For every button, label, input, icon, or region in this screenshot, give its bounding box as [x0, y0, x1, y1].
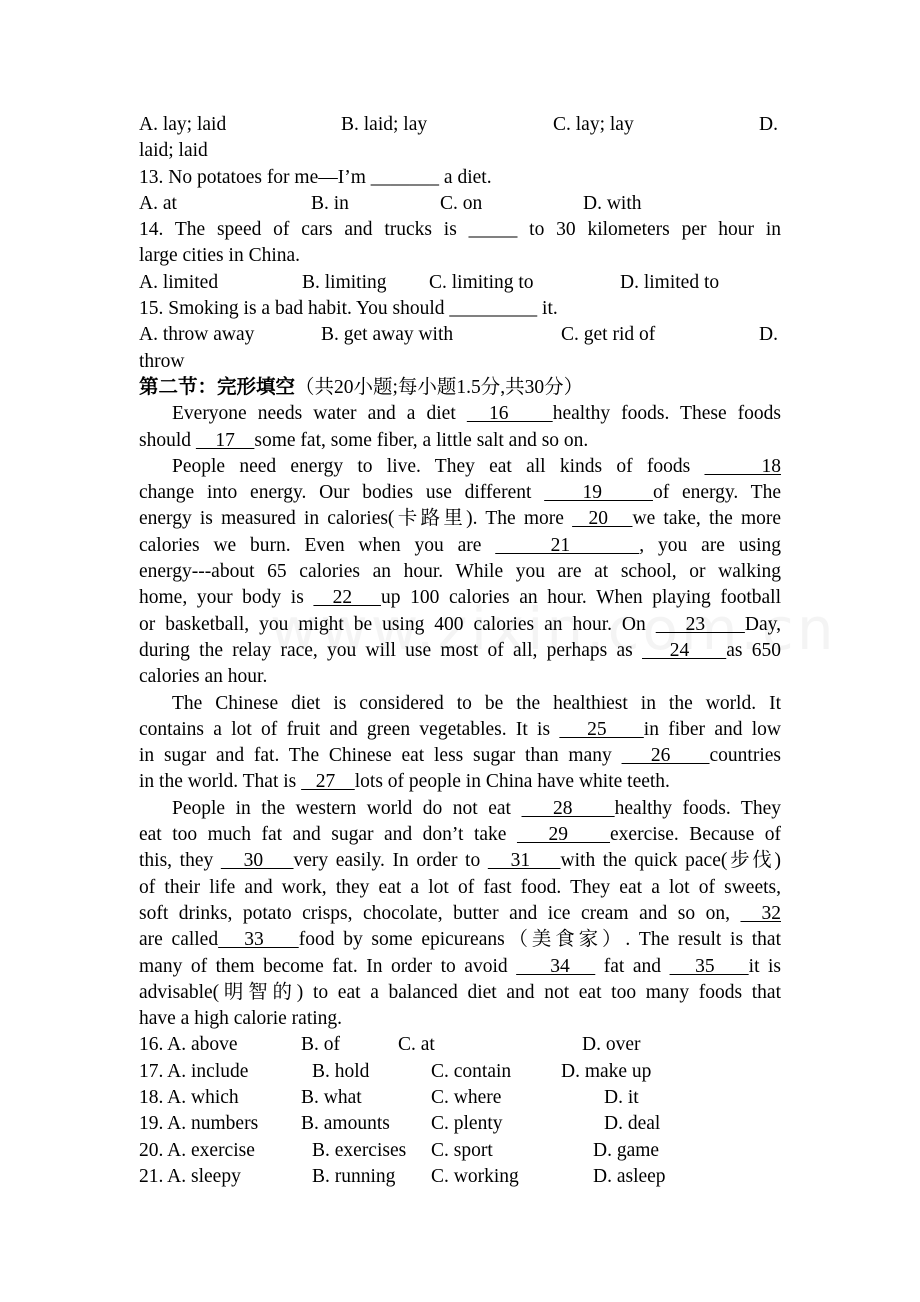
p2-line-2: change into energy. Our bodies use different 19 of energy. The	[139, 482, 781, 504]
p2-line-8: during the relay race, you will use most of all, perhaps as 24 as 650	[139, 639, 781, 661]
options-16: 16. A. above B. of C. at D. over	[139, 1034, 641, 1056]
blank-32: 32	[740, 902, 781, 924]
q14-stem: 14. The speed of cars and trucks is _____ to 30 kilometers per hour in	[139, 219, 781, 241]
p3-line-3: in sugar and fat. The Chinese eat less sugar than many 26 countries	[139, 745, 782, 767]
q15-option-a: A. throw away	[139, 324, 255, 346]
blank-27: 27	[301, 771, 355, 793]
blank-34: 34	[516, 955, 596, 977]
q13-options	[139, 191, 781, 217]
section2-title: 第二节：完形填空	[139, 376, 296, 398]
options-18: 18. A. which B. what C. where D. it	[139, 1086, 639, 1108]
p4-line-7: many of them become fat. In order to avoid 34 fat and 35 it is	[139, 955, 782, 977]
blank-20: 20	[572, 508, 633, 530]
q13-option-d: D. with	[583, 192, 642, 214]
p2-line-5: energy---about 65 calories an hour. While you are at school, or walking	[139, 561, 781, 583]
q13-stem: 13. No potatoes for me—I’m _______ a diet.	[139, 166, 492, 188]
blank-18: 18	[704, 455, 781, 477]
q12-option-a: A. lay; laid	[139, 114, 227, 135]
q14-option-c: C. limiting to	[429, 271, 534, 293]
q15-option-d: D.	[759, 324, 778, 346]
p2-line-9: calories an hour.	[139, 666, 268, 688]
options-17: 17. A. include B. hold C. contain D. make up	[139, 1060, 652, 1082]
blank-25: 25	[559, 718, 644, 740]
section2-heading	[139, 375, 781, 401]
blank-23: 23	[655, 613, 745, 635]
blank-31: 31	[487, 850, 561, 872]
p4-line-8: advisable(明智的) to eat a balanced diet and not eat too many foods that	[139, 981, 781, 1003]
p2-line-6: home, your body is 22 up 100 calories an hour. When playing football	[139, 587, 782, 609]
q15-option-c: C. get rid of	[561, 324, 656, 346]
q14-option-b: B. limiting	[302, 271, 387, 293]
q14-option-d: D. limited to	[620, 271, 720, 293]
p2-line-7: or basketball, you might be using 400 calories an hour. On 23 Day,	[139, 613, 781, 635]
blank-29: 29	[516, 824, 611, 846]
p1-line-1: Everyone needs water and a diet 16 healthy foods. These foods	[172, 403, 782, 425]
p2-line-4: calories we burn. Even when you are 21 , you are using	[139, 534, 782, 556]
section2-note: （共20小题;每小题1.5分,共30分）	[295, 376, 584, 398]
blank-28: 28	[521, 797, 615, 819]
q12-options	[139, 112, 781, 138]
p4-line-3: this, they 30 very easily. In order to 31 with the quick pace(步伐)	[139, 850, 782, 872]
blank-21: 21	[495, 534, 640, 556]
blank-16: 16	[466, 403, 553, 425]
blank-26: 26	[621, 745, 710, 767]
q13-option-b: B. in	[311, 192, 349, 214]
p4-line-9: have a high calorie rating.	[139, 1008, 343, 1030]
blank-35: 35	[669, 955, 749, 977]
q15-options	[139, 322, 781, 348]
p3-line-2: contains a lot of fruit and green vegetables. It is 25 in fiber and low	[139, 718, 782, 740]
q12-option-c: C. lay; lay	[553, 114, 634, 135]
p4-line-2: eat too much fat and sugar and don’t take 29 exercise. Because of	[139, 824, 781, 846]
p3-line-1: The Chinese diet is considered to be the healthiest in the world. It	[172, 692, 781, 714]
p1-line-2: should 17 some fat, some fiber, a little salt and so on.	[139, 429, 589, 451]
blank-17: 17	[195, 429, 255, 451]
q14-stem-cont: large cities in China.	[139, 245, 301, 267]
p4-line-5: soft drinks, potato crisps, chocolate, butter and ice cream and so on, 32	[139, 902, 781, 924]
blank-24: 24	[642, 639, 727, 661]
p2-line-1: People need energy to live. They eat all kinds of foods 18	[172, 455, 781, 477]
p3-line-4: in the world. That is 27 lots of people in China have white teeth.	[139, 771, 670, 793]
q15-option-d-cont: throw	[139, 350, 185, 372]
q13-option-c: C. on	[440, 192, 483, 214]
q12-option-d-cont: laid; laid	[139, 140, 208, 162]
p2-line-3: energy is measured in calories(卡路里). The more 20 we take, the more	[139, 508, 782, 530]
q15-option-b: B. get away with	[321, 324, 454, 346]
blank-33: 33	[218, 929, 299, 951]
p4-line-4: of their life and work, they eat a lot of fast food. They eat a lot of sweets,	[139, 876, 781, 898]
q12-option-d: D.	[759, 114, 778, 135]
p4-line-6: are called 33 food by some epicureans（美食家）. The result is that	[139, 929, 782, 951]
options-20: 20. A. exercise B. exercises C. sport D. game	[139, 1139, 660, 1161]
p4-line-1: People in the western world do not eat 28 healthy foods. They	[172, 797, 781, 819]
options-19: 19. A. numbers B. amounts C. plenty D. deal	[139, 1113, 661, 1135]
q12-option-b: B. laid; lay	[341, 114, 428, 135]
q13-option-a: A. at	[139, 192, 177, 214]
options-21: 21. A. sleepy B. running C. working D. asleep	[139, 1165, 666, 1187]
exam-page	[139, 112, 781, 1190]
q14-options	[139, 270, 781, 296]
q15-stem: 15. Smoking is a bad habit. You should _________ it.	[139, 298, 558, 320]
blank-30: 30	[220, 850, 294, 872]
blank-22: 22	[313, 587, 382, 609]
q14-option-a: A. limited	[139, 271, 219, 293]
blank-19: 19	[544, 482, 653, 504]
